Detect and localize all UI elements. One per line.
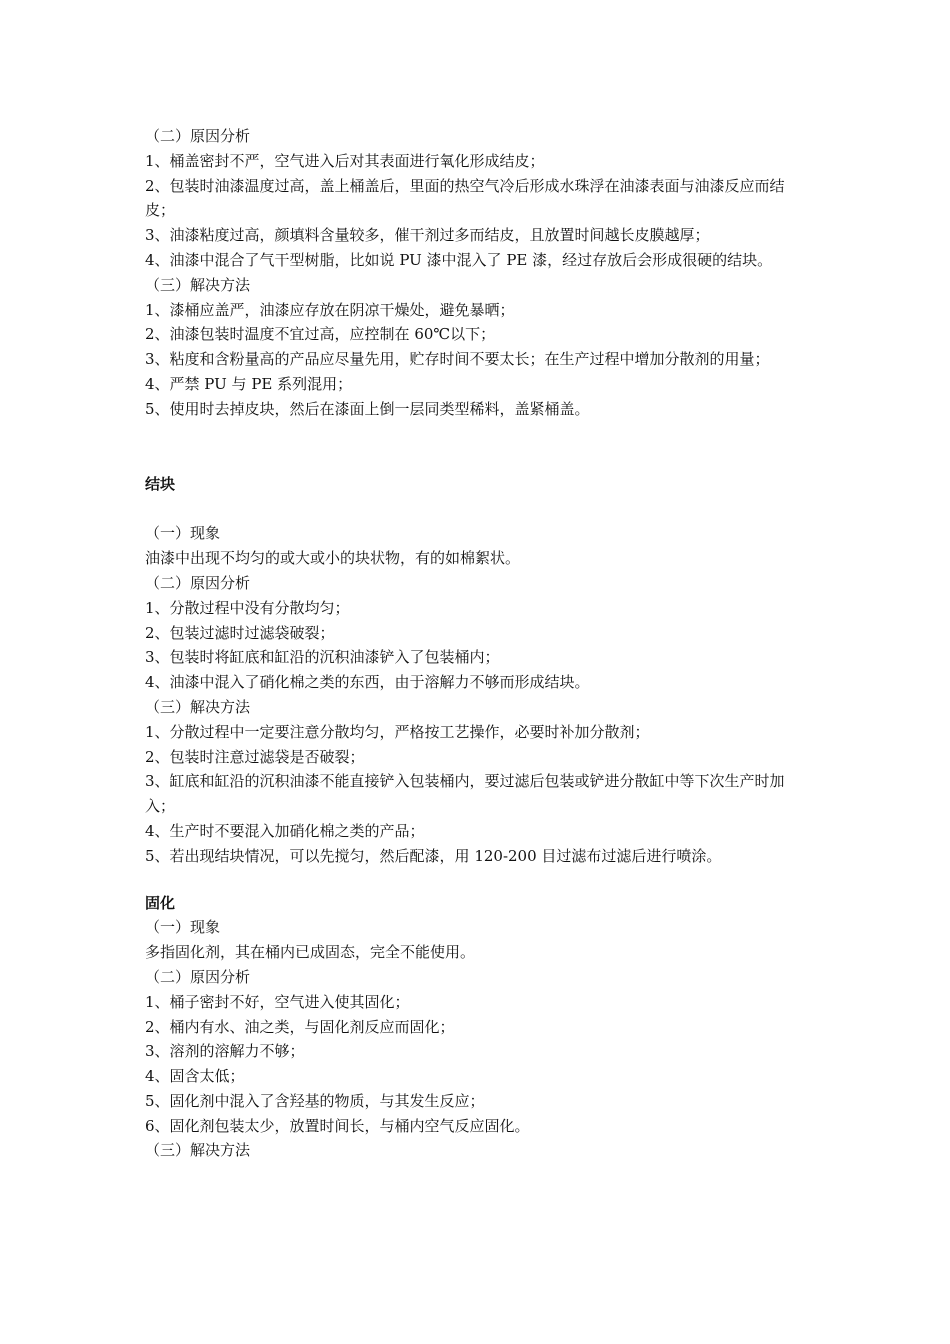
solution-item: 5、若出现结块情况，可以先搅匀，然后配漆，用 120-200 目过滤布过滤后进行喷涂。 <box>145 846 722 865</box>
cause-item: 1、桶子密封不好，空气进入使其固化； <box>145 992 410 1011</box>
cause-heading: （二）原因分析 <box>145 127 251 145</box>
cause-item: 2、桶内有水、油之类，与固化剂反应而固化； <box>145 1017 455 1036</box>
cause-item: 6、固化剂包装太少，放置时间长，与桶内空气反应固化。 <box>145 1116 530 1135</box>
phenomenon-text: 多指固化剂，其在桶内已成固态，完全不能使用。 <box>145 943 476 962</box>
document-body <box>145 124 810 1163</box>
phenomenon-heading: （一）现象 <box>145 918 221 937</box>
solution-item: 2、包装时注意过滤袋是否破裂； <box>145 747 365 766</box>
cause-item: 3、溶剂的溶解力不够； <box>145 1042 305 1061</box>
cause-item: 4、油漆中混入了硝化棉之类的东西，由于溶解力不够而形成结块。 <box>145 673 590 692</box>
cause-heading: （二）原因分析 <box>145 967 251 986</box>
solution-item: 3、粘度和含粉量高的产品应尽量先用，贮存时间不要太长；在生产过程中增加分散剂的用量； <box>145 350 770 369</box>
solution-item: 3、缸底和缸沿的沉积油漆不能直接铲入包装桶内，要过滤后包装或铲进分散缸中等下次生产时加入； <box>145 772 785 816</box>
cause-item: 3、包装时将缸底和缸沿的沉积油漆铲入了包装桶内； <box>145 648 500 667</box>
solution-item: 2、油漆包装时温度不宜过高，应控制在 60℃以下； <box>145 325 496 344</box>
phenomenon-heading: （一）现象 <box>145 524 221 543</box>
cause-item: 2、包装时油漆温度过高，盖上桶盖后，里面的热空气冷后形成水珠浮在油漆表面与油漆反应而结皮； <box>145 176 785 220</box>
solution-heading: （三）解决方法 <box>145 275 251 294</box>
solution-item: 1、漆桶应盖严，油漆应存放在阴凉干燥处，避免暴晒； <box>145 300 515 319</box>
solution-item: 1、分散过程中一定要注意分散均匀，严格按工艺操作，必要时补加分散剂； <box>145 722 650 741</box>
solution-heading: （三）解决方法 <box>145 697 251 716</box>
phenomenon-text: 油漆中出现不均匀的或大或小的块状物，有的如棉絮状。 <box>145 549 521 568</box>
cause-item: 2、包装过滤时过滤袋破裂； <box>145 623 335 642</box>
solution-heading: （三）解决方法 <box>145 1141 251 1160</box>
solution-item: 4、生产时不要混入加硝化棉之类的产品； <box>145 821 425 840</box>
cause-item: 5、固化剂中混入了含羟基的物质，与其发生反应； <box>145 1091 485 1110</box>
cause-item: 4、固含太低； <box>145 1067 245 1086</box>
cause-item: 3、油漆粘度过高，颜填料含量较多，催干剂过多而结皮，且放置时间越长皮膜越厚； <box>145 226 710 245</box>
solution-item: 4、严禁 PU 与 PE 系列混用； <box>145 374 353 393</box>
cause-heading: （二）原因分析 <box>145 573 251 592</box>
section-title: 结块 <box>145 474 176 493</box>
cause-item: 1、桶盖密封不严，空气进入后对其表面进行氧化形成结皮； <box>145 151 545 170</box>
section-title: 固化 <box>145 893 176 912</box>
cause-item: 4、油漆中混合了气干型树脂，比如说 PU 漆中混入了 PE 漆，经过存放后会形成很硬的结块。 <box>145 250 773 269</box>
cause-item: 1、分散过程中没有分散均匀； <box>145 598 350 617</box>
solution-item: 5、使用时去掉皮块，然后在漆面上倒一层同类型稀料，盖紧桶盖。 <box>145 399 590 418</box>
